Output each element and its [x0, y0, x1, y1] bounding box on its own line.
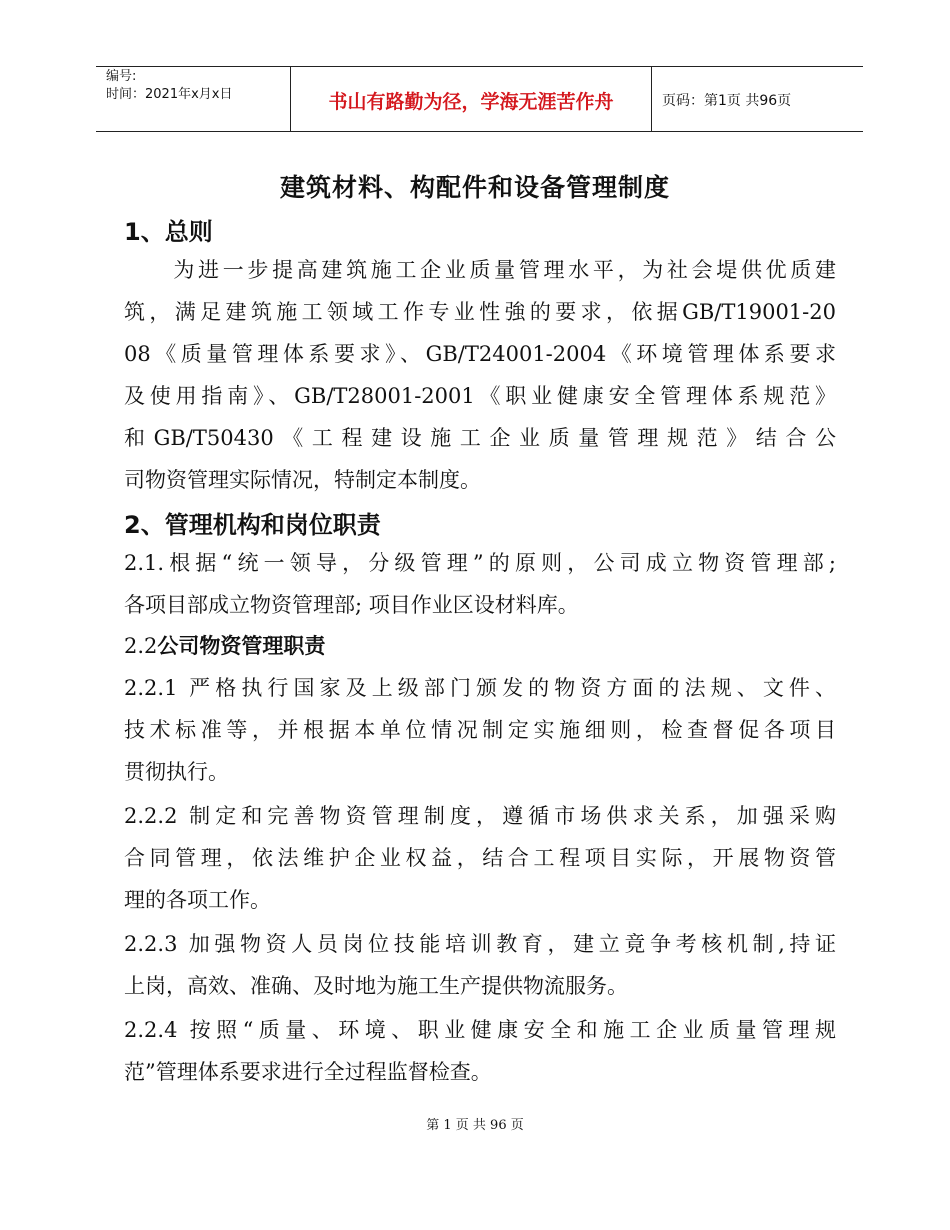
paragraph-line: 2.2.1 严格执行国家及上级部门颁发的物资方面的法规、文件、	[124, 676, 836, 700]
paragraph-line: 理的各项工作。	[124, 888, 271, 912]
paragraph-line: 2.2.2 制定和完善物资管理制度，遵循市场供求关系，加强采购	[124, 804, 836, 828]
section-heading-general: 1、总则	[124, 218, 213, 246]
paragraph-line: 司物资管理实际情况，特制定本制度。	[124, 468, 481, 492]
paragraph-line: 合同管理，依法维护企业权益，结合工程项目实际，开展物资管	[124, 846, 836, 870]
paragraph-line: 筑，满足建筑施工领域工作专业性強的要求，依据GB/T19001-20	[124, 300, 836, 324]
header-page-info: 页码：第1页 共96页	[662, 93, 792, 109]
paragraph-line: 技术标准等，并根据本单位情况制定实施细则，检查督促各项目	[124, 718, 836, 742]
paragraph-line: 上岗，高效、准确、及时地为施工生产提供物流服务。	[124, 974, 628, 998]
subsection-number: 2.2	[124, 634, 158, 658]
header-motto: 书山有路勤为径，学海无涯苦作舟	[328, 91, 614, 113]
section-heading-organization: 2、管理机构和岗位职责	[124, 511, 381, 539]
subsection-title: 公司物资管理职责	[157, 634, 326, 658]
paragraph-line: 和GB/T50430《工程建设施工企业质量管理规范》结合公	[124, 426, 836, 450]
paragraph-line: 2.1.根据“统一领导，分级管理”的原则，公司成立物资管理部;	[124, 551, 836, 575]
paragraph-line: 各项目部成立物资管理部; 项目作业区设材料库。	[124, 593, 579, 617]
document-time-label: 时间：2021年x月x日	[106, 87, 233, 102]
paragraph-line: 2.2.3 加强物资人员岗位技能培训教育，建立竟争考核机制,持证	[124, 932, 836, 956]
page-header	[96, 66, 863, 132]
paragraph-line: 08《质量管理体系要求》、GB/T24001-2004《环境管理体系要求	[124, 342, 836, 366]
header-info-cell	[96, 67, 291, 131]
document-number-label: 编号:	[106, 69, 137, 84]
subsection-heading	[124, 632, 836, 660]
paragraph-line: 为进一步提高建筑施工企业质量管理水平，为社会堤供优质建	[124, 258, 836, 282]
header-page-cell	[652, 67, 863, 131]
page-footer: 第 1 页 共 96 页	[426, 1118, 524, 1133]
paragraph-line: 范”管理体系要求进行全过程监督检查。	[124, 1060, 492, 1084]
paragraph-line: 及使用指南》、GB/T28001-2001《职业健康安全管理体系规范》	[124, 384, 836, 408]
paragraph-line: 2.2.4 按照“质量、环境、职业健康安全和施工企业质量管理规	[124, 1018, 836, 1042]
paragraph-line: 贯彻执行。	[124, 760, 229, 784]
header-motto-cell	[291, 67, 652, 131]
document-title: 建筑材料、构配件和设备管理制度	[279, 173, 670, 202]
